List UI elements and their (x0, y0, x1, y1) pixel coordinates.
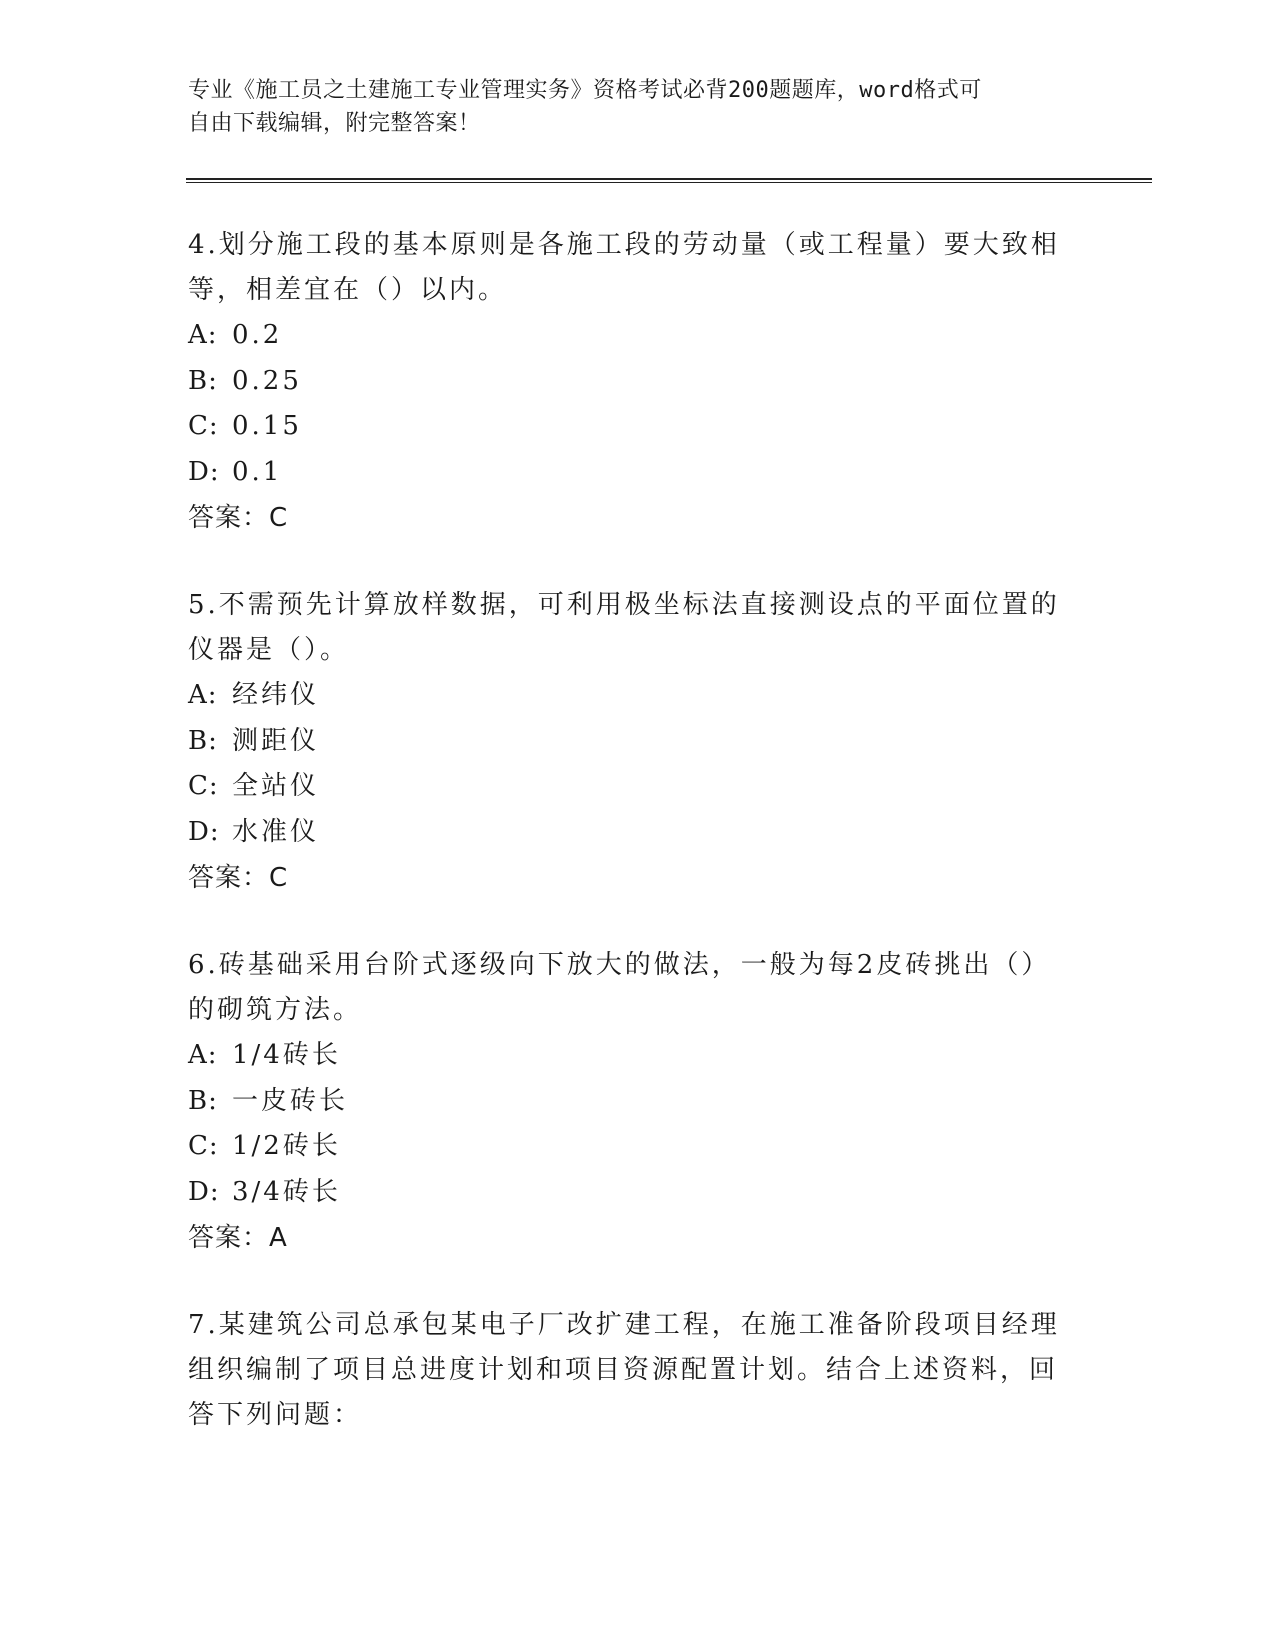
option-text: 一皮砖长 (232, 1085, 349, 1116)
option-text: 经纬仪 (232, 680, 320, 710)
answer-label: 答案：C (188, 863, 289, 893)
answer-label: 答案：A (188, 1223, 288, 1253)
option-letter: C: (188, 1131, 219, 1161)
header-line-1: 专业《施工员之土建施工专业管理实务》资格考试必背200题题库，word格式可 (188, 78, 982, 103)
question-5 (188, 583, 1068, 901)
option-c (188, 1124, 1068, 1170)
option-b (188, 1079, 1068, 1125)
option-letter: B: (188, 365, 218, 396)
option-a (188, 313, 1068, 359)
option-d (188, 450, 1068, 496)
option-text: 3/4砖长 (232, 1176, 341, 1207)
option-c (188, 404, 1068, 450)
option-letter: D: (188, 816, 220, 847)
option-b (188, 719, 1068, 765)
answer-label: 答案：C (188, 503, 289, 533)
question-stem: 5.不需预先计算放样数据，可利用极坐标法直接测设点的平面位置的仪器是（）。 (188, 590, 1060, 665)
option-a (188, 673, 1068, 719)
option-letter: C: (188, 411, 219, 441)
question-stem: 4.划分施工段的基本原则是各施工段的劳动量（或工程量）要大致相等，相差宜在（）以内。 (188, 230, 1060, 305)
document-header (188, 74, 1068, 140)
question-4 (188, 223, 1068, 541)
option-letter: A: (188, 1040, 218, 1070)
option-text: 0.25 (232, 365, 302, 396)
option-letter: C: (188, 771, 219, 801)
option-letter: B: (188, 1085, 218, 1116)
option-text: 0.2 (232, 320, 283, 350)
question-stem: 6.砖基础采用台阶式逐级向下放大的做法，一般为每2皮砖挑出（）的砌筑方法。 (188, 950, 1051, 1025)
option-a (188, 1033, 1068, 1079)
option-b (188, 359, 1068, 405)
option-text: 1/2砖长 (232, 1131, 341, 1161)
option-text: 0.1 (232, 456, 283, 487)
option-letter: A: (188, 320, 218, 350)
header-divider (186, 178, 1152, 183)
option-text: 水准仪 (232, 816, 320, 847)
option-c (188, 764, 1068, 810)
option-text: 测距仪 (232, 725, 320, 756)
option-letter: D: (188, 456, 220, 487)
question-6 (188, 943, 1068, 1261)
option-letter: B: (188, 725, 218, 756)
question-7 (188, 1303, 1068, 1438)
option-text: 1/4砖长 (232, 1040, 341, 1070)
option-d (188, 1170, 1068, 1216)
option-letter: D: (188, 1176, 220, 1207)
question-stem: 7.某建筑公司总承包某电子厂改扩建工程，在施工准备阶段项目经理组织编制了项目总进度计划和项目资源配置计划。结合上述资料，回答下列问题： (188, 1310, 1060, 1430)
option-text: 0.15 (232, 411, 302, 441)
option-d (188, 810, 1068, 856)
header-line-2: 自由下载编辑，附完整答案！ (188, 111, 481, 136)
option-letter: A: (188, 680, 218, 710)
option-text: 全站仪 (232, 771, 320, 801)
